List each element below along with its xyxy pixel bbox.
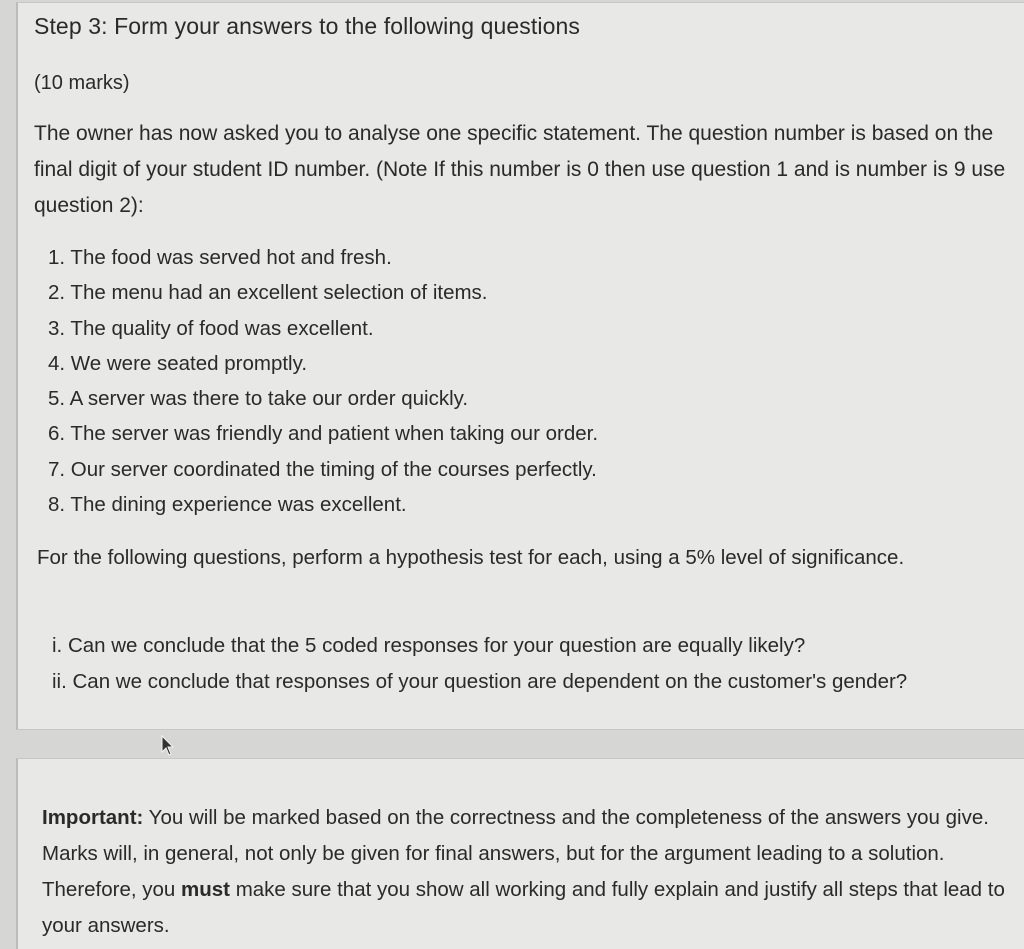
list-item: 6. The server was friendly and patient when taking our order. [48, 422, 599, 446]
marks-label: (10 marks) [34, 72, 130, 94]
important-note [42, 800, 1007, 944]
list-item: 4. We were seated promptly. [48, 351, 308, 375]
important-label: Important: [42, 806, 144, 829]
list-item: 1. The food was served hot and fresh. [48, 246, 392, 269]
mouse-pointer-icon [160, 735, 176, 757]
question-list [48, 240, 598, 522]
important-text-2: make sure that you show all working and fully explain and justify all steps that lead to your answers. [42, 878, 1005, 937]
list-item: 8. The dining experience was excellent. [48, 493, 407, 517]
list-item: i. Can we conclude that the 5 coded responses for your question are equally likely? [52, 634, 806, 657]
list-item: ii. Can we conclude that responses of your question are dependent on the customer's gender? [52, 670, 908, 693]
list-item: 7. Our server coordinated the timing of the courses perfectly. [48, 457, 597, 481]
sub-question-list [52, 628, 907, 700]
intro-paragraph: The owner has now asked you to analyse one specific statement. The question number is based on the final digit of your student ID number. (Note If this number is 0 then use question 1 and is number is 9 use question 2): [34, 122, 1006, 217]
list-item: 5. A server was there to take our order quickly. [48, 387, 469, 411]
list-item: 2. The menu had an excellent selection of items. [48, 281, 488, 305]
list-item: 3. The quality of food was excellent. [48, 316, 374, 340]
important-text-1: You will be marked based on the correctness and the completeness of the answers you give. Marks will, in general, not only be given for final answers, but for the argument leading to a solution. Therefore, you [42, 806, 989, 901]
follow-up-paragraph: For the following questions, perform a hypothesis test for each, using a 5% level of significance. [37, 546, 905, 569]
step-title: Step 3: Form your answers to the following questions [34, 13, 580, 39]
must-emphasis: must [181, 878, 230, 901]
